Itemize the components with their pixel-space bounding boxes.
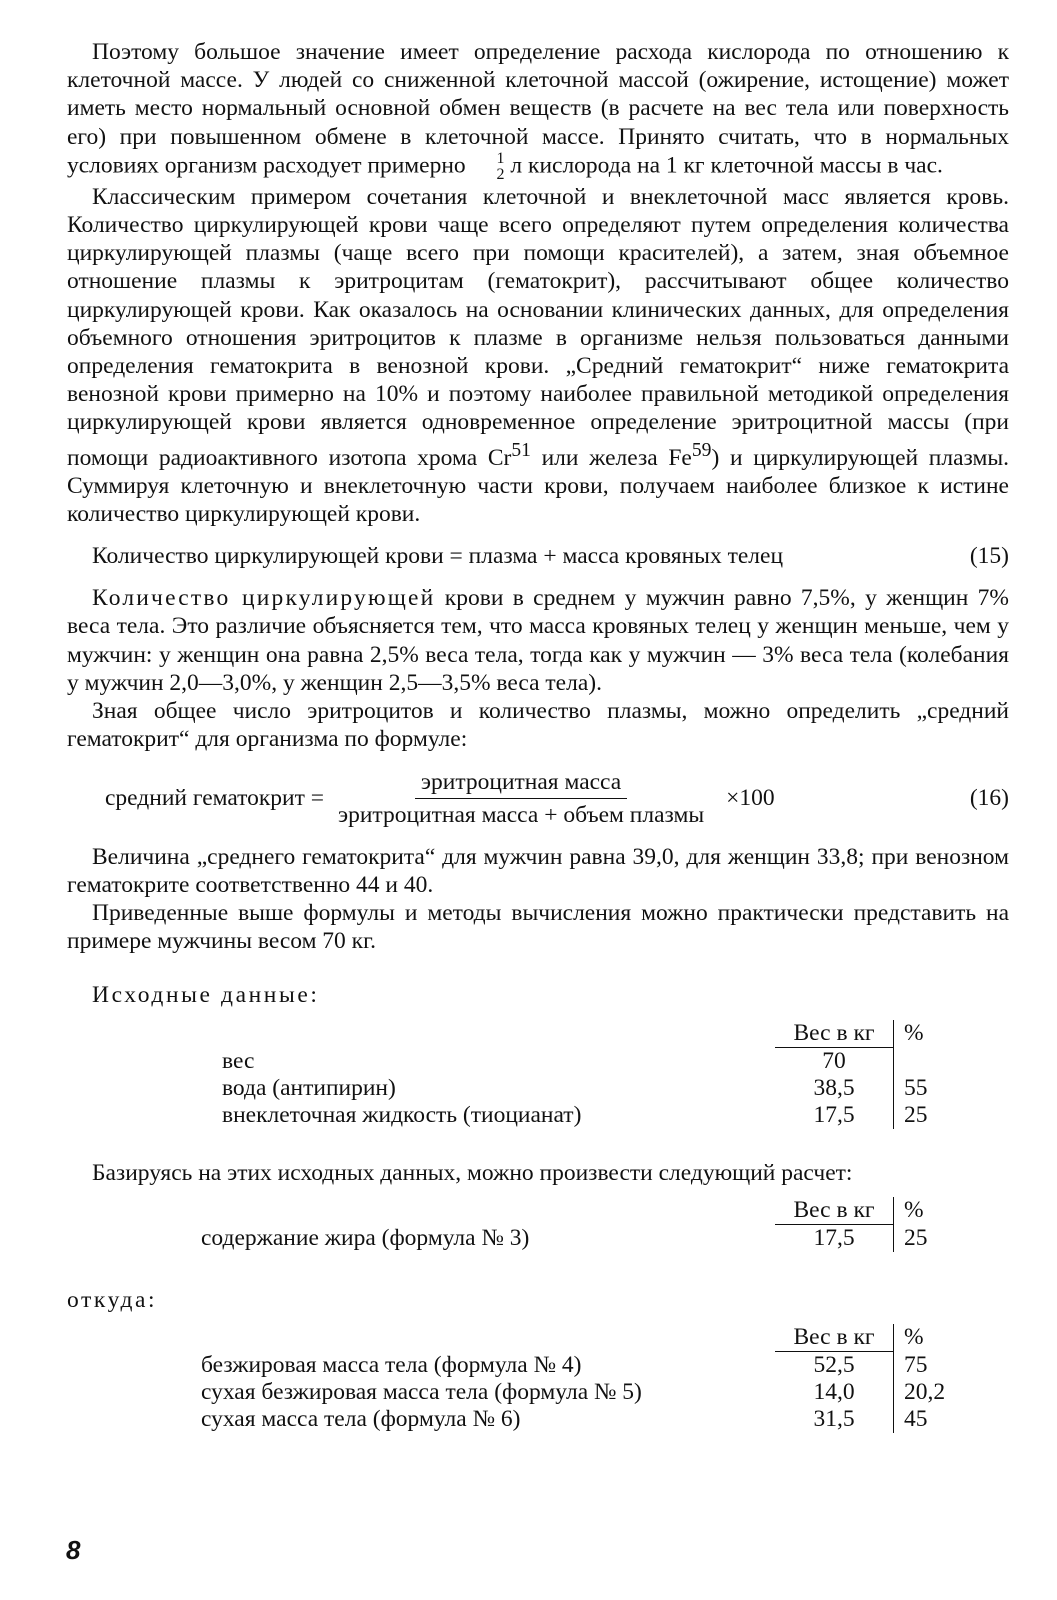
subtitle-whence: откуда: [67,1286,158,1313]
table-row [222,1075,954,1102]
header-pct: % [894,1020,955,1048]
result-table [201,1324,954,1433]
row-label: сухая безжировая масса тела (формула № 5) [201,1378,642,1405]
row-label: внеклеточная жидкость (тиоцианат) [222,1101,582,1128]
equation-number: (15) [969,543,1009,570]
table-row [201,1351,954,1379]
table-row [201,1379,954,1406]
table-header-row [222,1020,954,1048]
initial-data-table [222,1020,954,1129]
paragraph-text: Классическим примером сочетания клеточной и внеклеточной масс является кровь. Количество циркулирующей крови чаще всего определяют путем определения количества циркулирующей плазмы (чаще всего при помощи красителей), а затем, зная объемное отношение плазмы к эритроцитам (гематокрит), рассчитывают общее количество циркулирующей крови. Как оказалось на основании клинических данных, для определения объемного отношения эритроцитов к плазме в организме нельзя пользоваться данными определения гематокрита в венозной крови. „Средний гематокрит“ ниже гематокрита венозной крови примерно на 10% и поэтому наиболее правильной методикой определения циркулирующей крови является одновременное определение эритроцитной массы (при помощи радиоактивного изотопа хрома Cr [67,183,1009,471]
table-row [201,1224,954,1252]
table-row [201,1406,954,1433]
row-pct: 25 [894,1102,955,1129]
paragraph-text: крови в среднем у мужчин равно 7,5%, у женщин 7% веса тела. Это различие объясняется тем, что масса кровяных телец у женщин меньше, чем у мужчин: у женщин она равна 2,5% веса тела, тогда как у мужчин — 3% веса тела (колебания у мужчин 2,0—3,0%, у женщин 2,5—3,5% веса тела). [67,585,1009,696]
header-weight: Вес в кг [775,1020,894,1048]
header-pct: % [894,1197,955,1225]
row-pct: 20,2 [894,1379,955,1406]
row-weight: 17,5 [813,1224,855,1251]
row-label: вода (антипирин) [222,1074,396,1101]
row-pct: 75 [894,1351,955,1379]
header-weight: Вес в кг [775,1197,894,1225]
row-weight: 70 [822,1047,846,1074]
row-weight: 17,5 [813,1101,855,1128]
row-weight: 14,0 [813,1378,855,1405]
page-body [67,38,1009,1433]
page-number: 8 [66,1535,81,1565]
paragraph-text: или железа Fe [530,444,692,471]
row-label: содержание жира (формула № 3) [201,1224,530,1251]
row-label: сухая масса тела (формула № 6) [201,1405,521,1432]
row-pct [894,1047,955,1075]
isotope-superscript: 59 [691,439,712,461]
table-cell [222,1020,775,1048]
row-label: вес [222,1047,255,1074]
isotope-superscript: 51 [511,439,531,461]
table-cell [201,1324,775,1352]
paragraph-blood-volume [67,584,1009,697]
paragraph-hematocrit-values: Величина „среднего гематокрита“ для мужчин равна 39,0, для женщин 33,8; при венозном гематокрите соответственно 44 и 40. [67,843,1009,898]
paragraph-formula-intro: Зная общее число эритроцитов и количество плазмы, можно определить „средний гематокрит“ для организма по формуле: [67,698,1009,753]
fat-table [201,1197,954,1252]
fraction-numerator: эритроцитная масса [415,768,627,799]
paragraph-text: л кислорода на 1 кг клеточной массы в час. [510,152,943,179]
equation-16 [67,768,1009,829]
table-row [222,1102,954,1129]
row-weight: 38,5 [813,1074,855,1101]
row-pct: 25 [894,1224,955,1252]
row-pct: 55 [894,1075,955,1102]
spaced-text: Количество циркулирующей [92,585,436,612]
header-weight: Вес в кг [775,1324,894,1352]
paragraph-example: Приведенные выше формулы и методы вычисления можно практически представить на примере мужчины весом 70 кг. [67,899,1009,955]
row-pct: 45 [894,1406,955,1433]
row-label: безжировая масса тела (формула № 4) [201,1351,582,1378]
table-row [222,1047,954,1075]
row-weight: 52,5 [813,1351,855,1378]
equation-fraction [332,768,710,829]
subtitle-initial-data: Исходные данные: [92,982,320,1009]
equation-15 [67,542,1009,570]
paragraph-oxygen [67,38,1009,183]
header-pct: % [894,1324,955,1352]
row-weight: 31,5 [813,1405,855,1432]
table-cell [201,1197,775,1225]
fraction-numerator: 1 [496,149,505,167]
paragraph-blood [67,183,1009,528]
equation-multiplier: ×100 [726,784,775,811]
paragraph-calculation: Базируясь на этих исходных данных, можно произвести следующий расчет: [92,1159,853,1186]
paragraph-text: ) и циркулирующей плазмы. Суммируя клеточную и внеклеточную части крови, получаем наиболее близкое к истине количество циркулирующей крови. [67,444,1009,527]
half-fraction [472,151,505,183]
table-header-row [201,1197,954,1225]
equation-text: Количество циркулирующей крови = плазма + масса кровяных телец [92,543,784,570]
equation-number: (16) [969,784,1009,811]
fraction-denominator: 2 [496,165,505,183]
equation-label: средний гематокрит = [105,784,325,811]
fraction-denominator: эритроцитная масса + объем плазмы [338,801,705,828]
table-header-row [201,1324,954,1352]
paragraph-text: Поэтому большое значение имеет определение расхода кислорода по отношению к клеточной массе. У людей со сниженной клеточной массой (ожирение, истощение) может иметь место нормальный основной обмен веществ (в расчете на вес тела или поверхность его) при повышенном обмене в клеточной массе. Принято считать, что в нормальных условиях организм расходует примерно [67,39,1009,179]
